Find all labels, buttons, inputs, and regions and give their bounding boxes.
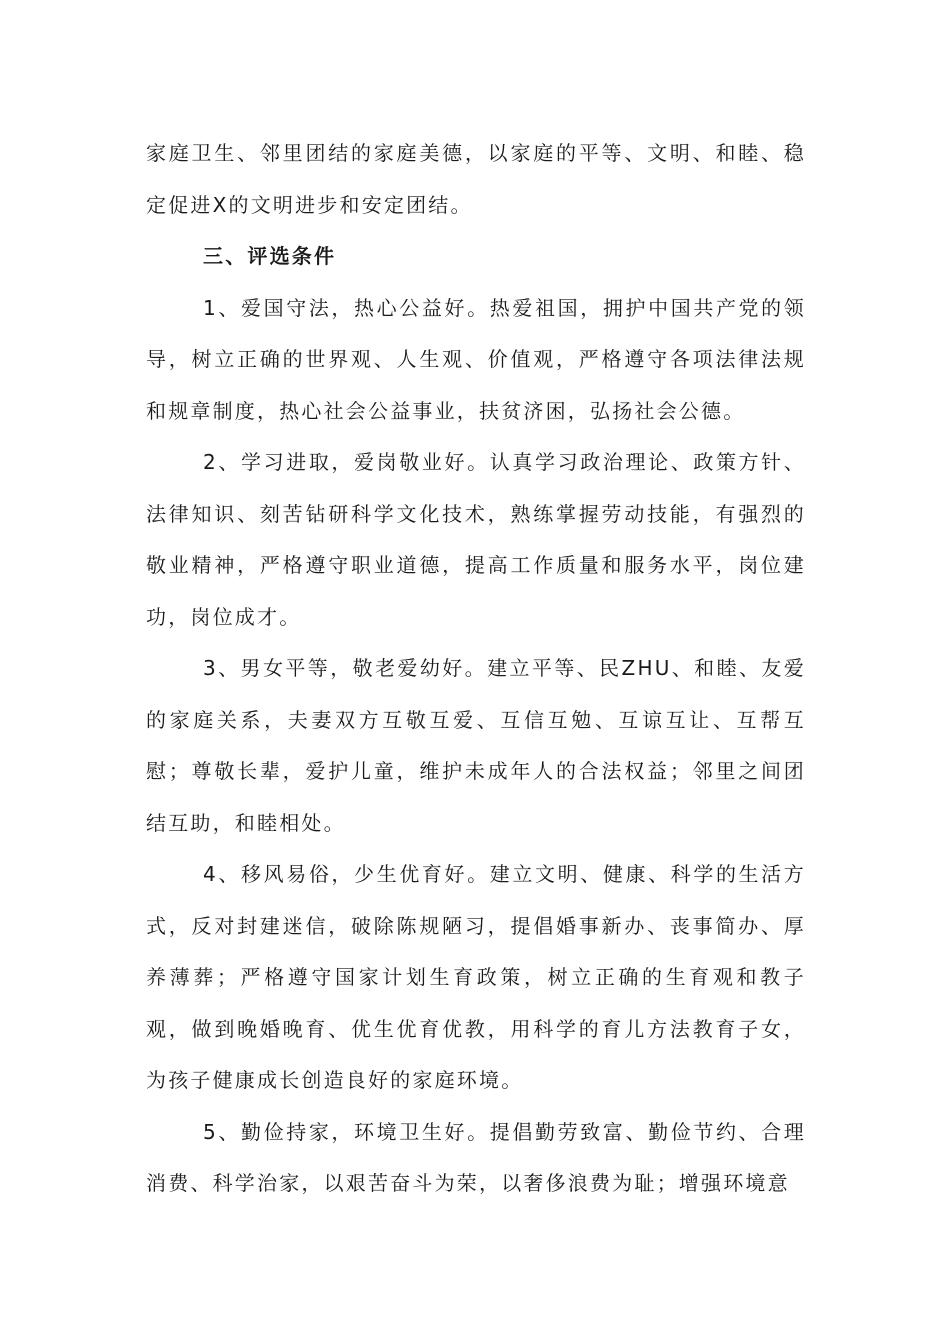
document-body bbox=[146, 128, 806, 1210]
section-heading: 三、评选条件 bbox=[203, 244, 337, 268]
criteria-item-1: 1、爱国守法，热心公益好。热爱祖国，拥护中国共产党的领导，树立正确的世界观、人生观、价值观，严格遵守各项法律法规和规章制度，热心社会公益事业，扶贫济困，弘扬社会公德。 bbox=[146, 295, 806, 423]
criteria-item-5: 5、勤俭持家，环境卫生好。提倡勤劳致富、勤俭节约、合理消费、科学治家，以艰苦奋斗为荣，以奢侈浪费为耻；增强环境意 bbox=[146, 1119, 806, 1195]
criteria-item-2: 2、学习进取，爱岗敬业好。认真学习政治理论、政策方针、法律知识、刻苦钻研科学文化技术，熟练掌握劳动技能，有强烈的敬业精神，严格遵守职业道德，提高工作质量和服务水平，岗位建功，岗位成才。 bbox=[146, 450, 806, 629]
criteria-item-3: 3、男女平等，敬老爱幼好。建立平等、民ZHU、和睦、友爱的家庭关系，夫妻双方互敬互爱、互信互勉、互谅互让、互帮互慰；尊敬长辈，爱护儿童，维护未成年人的合法权益；邻里之间团结互助，和睦相处。 bbox=[146, 656, 806, 835]
continuation-paragraph: 家庭卫生、邻里团结的家庭美德，以家庭的平等、文明、和睦、稳定促进X的文明进步和安定团结。 bbox=[146, 141, 806, 217]
criteria-item-4: 4、移风易俗，少生优育好。建立文明、健康、科学的生活方式，反对封建迷信，破除陈规陋习，提倡婚事新办、丧事简办、厚养薄葬；严格遵守国家计划生育政策，树立正确的生育观和教子观，做到晚婚晚育、优生优育优教，用科学的育儿方法教育子女，为孩子健康成长创造良好的家庭环境。 bbox=[146, 862, 806, 1092]
